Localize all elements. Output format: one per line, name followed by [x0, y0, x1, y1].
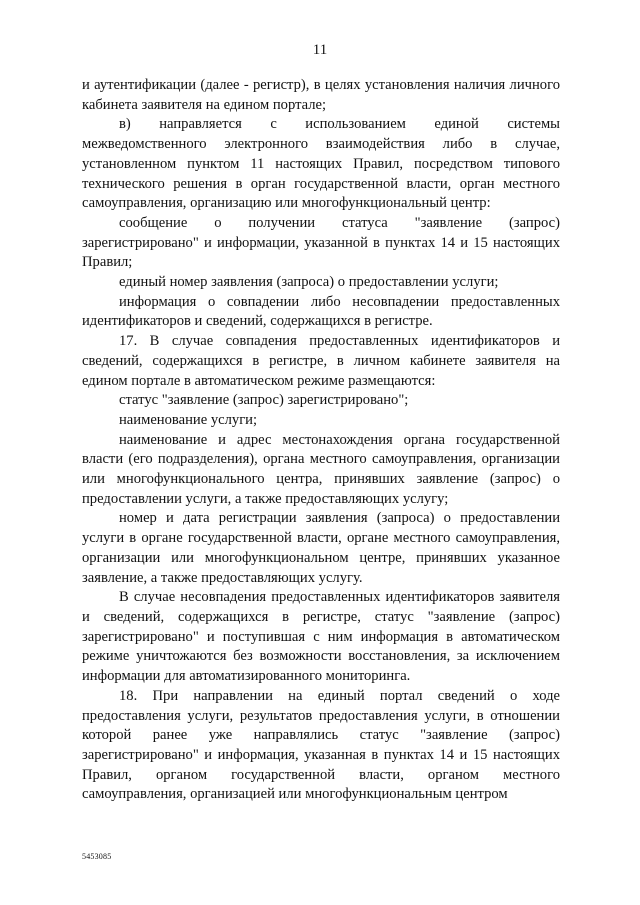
paragraph-11: В случае несовпадения предоставленных идентификаторов заявителя и сведений, содержащихся в регистре, статус "заявление (запрос) зарегистрировано" и поступившая с ним информация в автоматическом режиме уничтожаются без возможности восстановления, за исключением информации для автоматизированного мониторинга.: [82, 589, 560, 685]
paragraph-2: в) направляется с использованием единой системы межведомственного электронного взаимодействия либо в случае, установленном пунктом 11 настоящих Правил, посредством типового технического решения в орган государственной власти, орган местного самоуправления, организацию или многофункциональный центр:: [82, 116, 560, 212]
paragraph-4: единый номер заявления (запроса) о предоставлении услуги;: [119, 274, 499, 291]
page-number: 11: [312, 42, 328, 58]
paragraph-3: сообщение о получении статуса "заявление (запрос) зарегистрировано" и информации, указанной в пунктах 14 и 15 настоящих Правил;: [82, 214, 560, 271]
paragraph-7: статус "заявление (запрос) зарегистрировано";: [119, 392, 409, 409]
paragraph-8: наименование услуги;: [119, 411, 258, 428]
paragraph-12: 18. При направлении на единый портал сведений о ходе предоставления услуги, результатов предоставления услуги, в отношении которой ранее уже направлялись статус "заявление (запрос) зарегистрировано" и информация, указанная в пунктах 14 и 15 настоящих Правил, органом государственной власти, органом местного самоуправления, организацией или многофункциональным центром: [82, 687, 560, 803]
paragraph-10: номер и дата регистрации заявления (запроса) о предоставлении услуги в органе государственной власти, органе местного самоуправления, организации или многофункциональном центре, принявших указанное заявление, а также предоставляющих услугу.: [82, 510, 560, 586]
paragraph-6: 17. В случае совпадения предоставленных идентификаторов и сведений, содержащихся в регистре, в личном кабинете заявителя на едином портале в автоматическом режиме размещаются:: [82, 333, 560, 389]
paragraph-1: и аутентификации (далее - регистр), в целях установления наличия личного кабинета заявителя на едином портале;: [82, 77, 560, 113]
document-code: 5453085: [82, 852, 112, 861]
paragraph-9: наименование и адрес местонахождения органа государственной власти (его подразделения), органа местного самоуправления, организации или многофункционального центра, принявших заявление (запрос) о предоставлении услуги, а также предоставляющих услугу;: [82, 431, 560, 507]
document-body: [82, 76, 560, 805]
paragraph-5: информация о совпадении либо несовпадении предоставленных идентификаторов и сведений, содержащихся в регистре.: [82, 293, 560, 330]
